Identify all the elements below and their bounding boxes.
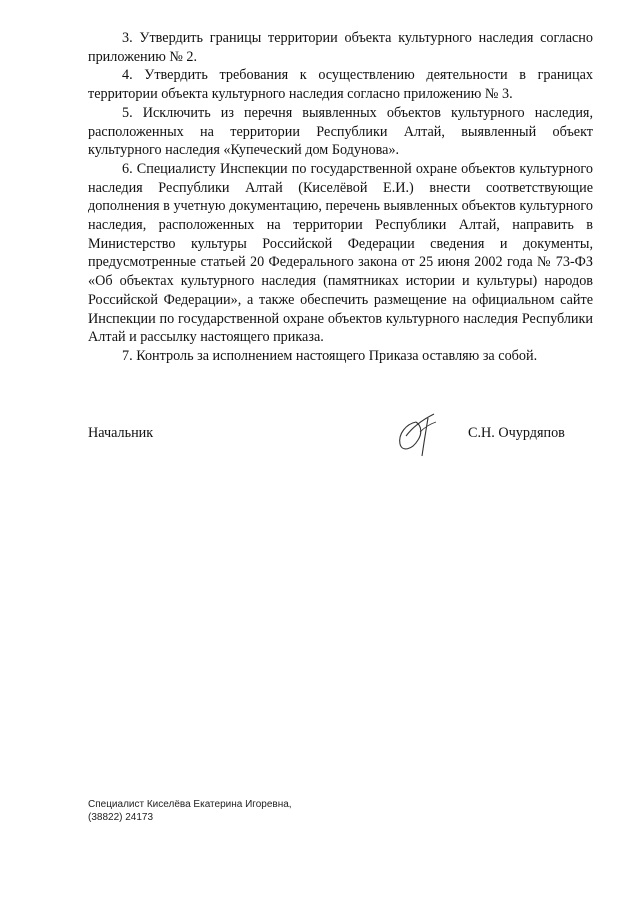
paragraph-6: 6. Специалисту Инспекции по государственной охране объектов культурного наследия Республики Алтай (Киселёвой Е.И.) внести соответствующие дополнения в учетную документацию, перечень выявленных объектов культурного наследия, расположенных на территории Республики Алтай, направить в Министерство культуры Российской Федерации сведения и документы, предусмотренные статьей 20 Федерального закона от 25 июня 2002 года № 73-ФЗ «Об объектах культурного наследия (памятниках истории и культуры) народов Российской Федерации», а также обеспечить размещение на официальном сайте Инспекции по государственной охране объектов культурного наследия Республики Алтай и рассылку настоящего приказа. [88,160,593,346]
footer-specialist: Специалист Киселёва Екатерина Игоревна, [88,799,292,810]
footer-contact [88,798,292,824]
paragraph-3: 3. Утвердить границы территории объекта культурного наследия согласно приложению № 2. [88,30,593,65]
paragraph-7: 7. Контроль за исполнением настоящего Приказа оставляю за собой. [122,347,538,364]
footer-phone: (38822) 24173 [88,812,154,823]
handwritten-signature [394,410,444,458]
paragraph-5: 5. Исключить из перечня выявленных объектов культурного наследия, расположенных на территории Республики Алтай, выявленный объект культурного наследия «Купеческий дом Бодунова». [88,104,593,159]
order-body [88,29,593,366]
paragraph-4: 4. Утвердить требования к осуществлению деятельности в границах территории объекта культурного наследия согласно приложению № 3. [88,67,593,103]
signer-title: Начальник [88,425,154,441]
signer-name: С.Н. Очурдяпов [468,425,565,441]
